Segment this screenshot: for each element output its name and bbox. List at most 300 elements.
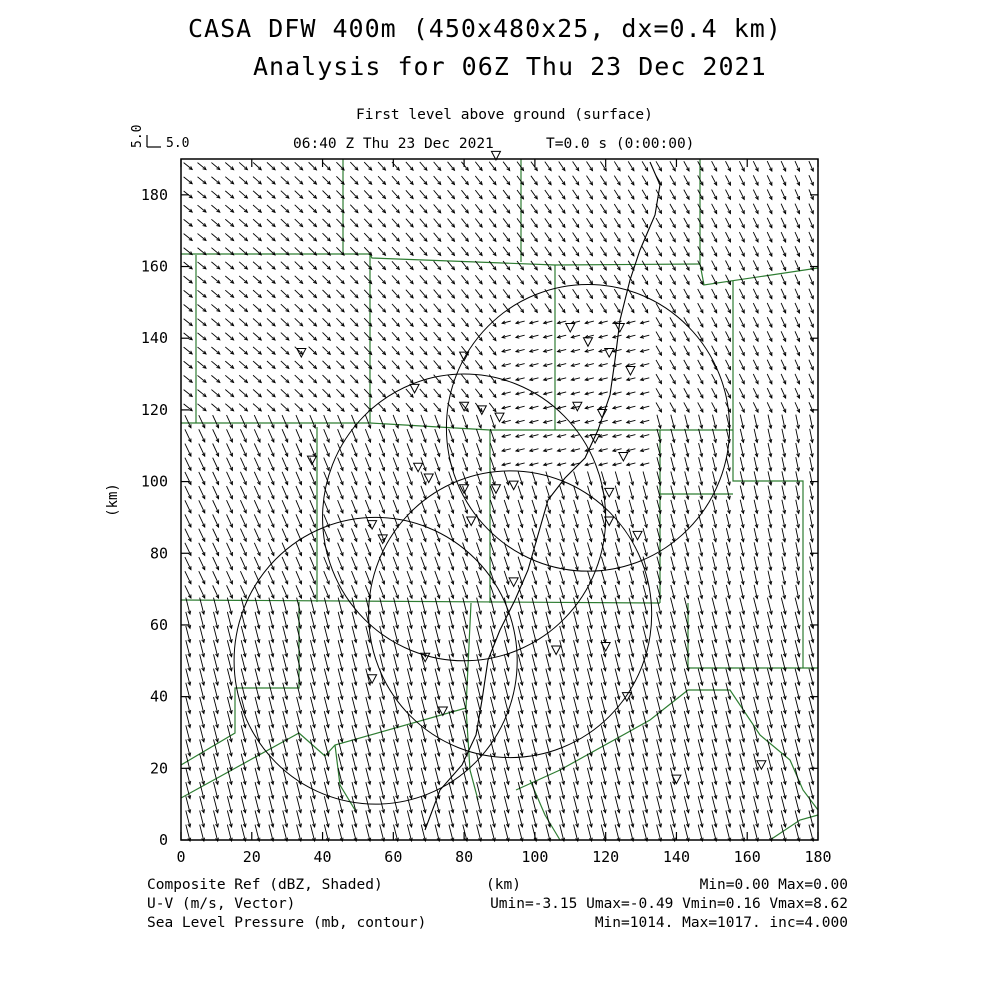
wind-vector (586, 176, 592, 185)
wind-vector (588, 472, 593, 485)
wind-vector (795, 204, 800, 214)
wind-vector (435, 585, 440, 598)
wind-vector (656, 232, 662, 242)
wind-vector (627, 449, 636, 452)
wind-vector (767, 346, 772, 356)
wind-vector (310, 472, 316, 485)
wind-vector (309, 403, 317, 411)
wind-vector (585, 378, 594, 381)
wind-vector (253, 276, 261, 283)
wind-vector (336, 318, 344, 326)
wind-vector (753, 346, 758, 356)
wind-vector (296, 557, 302, 570)
wind-vector (795, 189, 800, 199)
wind-vector (338, 500, 344, 513)
wind-vector (268, 472, 274, 485)
wind-vector (338, 571, 344, 584)
wind-vector (781, 161, 786, 171)
wind-vector (254, 443, 260, 456)
wind-vector (629, 500, 633, 513)
wind-vector (586, 303, 592, 312)
field2-stats: Umin=-3.15 Umax=-0.49 Vmin=0.16 Vmax=8.62 (490, 896, 848, 912)
wind-vector (656, 261, 662, 271)
wind-vector (211, 333, 219, 340)
wind-vector (227, 543, 233, 556)
wind-vector (267, 333, 275, 340)
wind-vector (740, 457, 744, 471)
wind-vector (310, 500, 316, 513)
wind-vector (685, 514, 689, 528)
wind-vector (225, 375, 233, 382)
wind-vector (574, 571, 579, 584)
wind-vector (571, 420, 580, 423)
wind-vector (254, 472, 260, 485)
wind-vector (670, 374, 675, 384)
wind-vector (504, 528, 509, 541)
wind-vector (671, 415, 675, 429)
wind-vector (393, 443, 398, 456)
wind-vector (684, 204, 689, 214)
wind-vector (517, 204, 524, 213)
wind-vector (253, 162, 261, 169)
wind-vector (516, 364, 525, 367)
x-tick-label: 180 (804, 848, 832, 866)
wind-vector (699, 415, 703, 429)
wind-vector (185, 429, 191, 442)
wind-vector (379, 472, 384, 485)
wind-vector (544, 392, 553, 395)
wind-vector (406, 304, 413, 312)
wind-vector (767, 189, 772, 199)
wind-vector (725, 275, 730, 285)
station-marker (495, 413, 504, 422)
wind-vector (281, 375, 289, 383)
wind-vector (282, 514, 288, 527)
wind-vector (392, 247, 399, 255)
wind-vector (599, 463, 608, 466)
wind-vector (559, 275, 565, 284)
wind-vector (810, 528, 814, 542)
wind-vector (420, 361, 427, 369)
plot-frame (181, 159, 818, 840)
wind-vector (546, 542, 551, 555)
wind-vector (559, 247, 565, 256)
wind-vector (768, 415, 772, 429)
wind-vector (489, 332, 496, 341)
wind-vector (490, 585, 495, 598)
wind-vector (504, 514, 509, 527)
wind-vector (530, 420, 539, 423)
wind-vector (587, 598, 592, 614)
wind-vector (698, 388, 703, 398)
station-marker (566, 323, 575, 332)
wind-vector (392, 261, 399, 269)
wind-vector (227, 500, 233, 513)
wind-vector (545, 247, 551, 256)
wind-vector (295, 389, 303, 397)
wind-vector (323, 290, 331, 298)
wind-vector (613, 435, 622, 438)
wind-vector (434, 233, 441, 241)
wind-vector (559, 204, 565, 213)
wind-vector (809, 275, 813, 285)
wind-vector (504, 472, 509, 485)
wind-vector (559, 289, 565, 298)
wind-vector (768, 571, 772, 585)
wind-vector (461, 304, 468, 313)
county-line (530, 780, 560, 840)
wind-vector (502, 435, 511, 438)
wind-vector (227, 514, 233, 527)
wind-vector (461, 261, 468, 270)
wind-vector (282, 500, 288, 513)
wind-vector (627, 463, 636, 466)
wind-vector (351, 486, 356, 499)
wind-vector (448, 176, 455, 184)
wind-vector (670, 388, 675, 398)
wind-vector (323, 375, 331, 383)
wind-vector (601, 585, 606, 598)
wind-vector (557, 406, 566, 409)
wind-vector (503, 176, 510, 185)
wind-vector (240, 429, 246, 442)
wind-vector (530, 335, 539, 338)
wind-vector (725, 374, 730, 384)
wind-vector (184, 347, 193, 354)
wind-vector (670, 190, 675, 200)
wind-vector (753, 388, 758, 398)
wind-vector (518, 486, 523, 499)
range-ring (369, 471, 652, 758)
wind-vector (420, 332, 427, 340)
wind-vector (448, 346, 455, 354)
wind-vector (310, 486, 316, 499)
wind-vector (809, 345, 813, 355)
wind-vector (268, 571, 274, 584)
wind-vector (350, 318, 358, 326)
wind-vector (627, 335, 636, 338)
station-marker (552, 646, 561, 655)
wind-vector (725, 346, 730, 356)
wind-vector (225, 163, 233, 170)
wind-vector (434, 162, 441, 170)
wind-vector (420, 204, 427, 212)
wind-vector (574, 514, 579, 527)
wind-vector (448, 204, 455, 212)
y-tick-label: 140 (140, 329, 168, 348)
wind-vector (613, 463, 622, 466)
wind-vector (351, 585, 356, 598)
wind-vector (753, 374, 758, 384)
wind-vector (421, 543, 426, 556)
wind-vector (254, 543, 260, 556)
wind-vector (754, 557, 758, 571)
wind-vector (324, 571, 330, 584)
wind-vector (239, 389, 247, 396)
wind-vector (490, 429, 495, 442)
wind-vector (420, 190, 427, 198)
wind-vector (393, 557, 398, 570)
wind-vector (449, 571, 454, 584)
wind-vector (406, 190, 413, 198)
wind-vector (213, 543, 219, 556)
wind-vector (421, 557, 426, 570)
wind-vector (239, 205, 247, 212)
wind-vector (225, 404, 233, 411)
wind-vector (213, 557, 219, 570)
wind-vector (295, 205, 303, 213)
wind-vector (767, 388, 772, 398)
wind-vector (586, 161, 592, 170)
wind-vector (546, 598, 551, 614)
wind-vector (434, 361, 441, 369)
wind-vector (240, 486, 246, 499)
wind-vector (267, 375, 275, 382)
wind-vector (670, 360, 675, 370)
wind-vector (698, 402, 703, 412)
wind-vector (781, 260, 786, 270)
wind-vector (628, 303, 634, 312)
wind-vector (571, 364, 580, 367)
wind-vector (600, 218, 606, 227)
wind-vector (684, 332, 689, 342)
wind-vector (421, 528, 426, 541)
wind-vector (712, 360, 717, 370)
wind-vector (739, 161, 744, 171)
wind-vector (571, 449, 580, 452)
wind-vector (740, 500, 744, 514)
wind-vector (378, 332, 385, 340)
wind-vector (476, 486, 481, 499)
wind-vector (253, 191, 261, 198)
wind-vector (516, 392, 525, 395)
wind-vector (699, 471, 703, 485)
wind-vector (641, 364, 650, 367)
wind-vector (282, 557, 288, 570)
wind-vector (253, 304, 261, 311)
wind-vector (754, 598, 759, 614)
wind-vector (281, 389, 289, 397)
wind-vector (448, 290, 455, 298)
wind-vector (463, 457, 468, 470)
wind-vector (253, 347, 261, 354)
wind-vector (420, 304, 427, 312)
wind-vector (295, 276, 303, 284)
wind-vector (795, 303, 800, 313)
county-line (555, 264, 700, 265)
wind-vector (461, 275, 468, 284)
wind-vector (600, 275, 606, 284)
wind-vector (392, 276, 399, 284)
wind-vector (796, 457, 800, 471)
wind-vector (560, 585, 565, 598)
wind-vector (712, 204, 717, 214)
wind-vector (698, 317, 703, 327)
wind-vector (753, 190, 758, 200)
wind-vector (656, 360, 662, 370)
wind-vector (740, 542, 744, 556)
wind-vector (642, 190, 648, 199)
wind-vector (810, 486, 814, 500)
wind-vector (531, 190, 537, 199)
wind-vector (336, 347, 344, 355)
wind-vector (601, 471, 606, 484)
wind-vector (795, 161, 800, 171)
wind-vector (740, 571, 744, 585)
wind-vector (351, 472, 356, 485)
wind-vector (670, 204, 675, 214)
wind-vector (378, 318, 385, 326)
wind-vector (421, 571, 426, 584)
wind-vector (684, 346, 689, 356)
wind-vector (407, 585, 412, 598)
wind-vector (699, 585, 703, 599)
wind-vector (545, 190, 551, 199)
wind-vector (753, 402, 758, 412)
wind-vector (601, 571, 606, 584)
x-tick-label: 40 (313, 848, 332, 866)
wind-vector (586, 261, 592, 270)
wind-vector (420, 261, 427, 269)
wind-vector (461, 190, 468, 199)
wind-vector (712, 275, 717, 285)
wind-vector (378, 219, 385, 227)
wind-vector (643, 585, 647, 599)
wind-vector (213, 585, 219, 598)
wind-vector (809, 218, 813, 228)
wind-vector (268, 429, 274, 442)
wind-vector (796, 500, 800, 514)
wind-vector (406, 261, 413, 269)
wind-vector (656, 332, 662, 342)
wind-vector (810, 457, 814, 471)
wind-vector (406, 219, 413, 227)
wind-vector (725, 360, 730, 370)
wind-vector (282, 571, 288, 584)
wind-vector (614, 218, 620, 227)
wind-vector (671, 585, 675, 599)
wind-vector (685, 429, 689, 443)
wind-vector (267, 404, 275, 411)
wind-vector (753, 260, 758, 270)
wind-vector (613, 420, 622, 423)
wind-vector (489, 403, 496, 412)
wind-vector (267, 177, 275, 184)
wind-vector (185, 585, 191, 598)
wind-vector (544, 420, 553, 423)
wind-vector (599, 321, 608, 324)
wind-vector (671, 528, 675, 542)
wind-vector (295, 375, 303, 383)
wind-vector (225, 290, 233, 297)
wind-vector (503, 247, 510, 256)
x-tick-label: 20 (242, 848, 261, 866)
wind-vector (324, 415, 330, 428)
wind-vector (559, 176, 565, 185)
wind-vector (336, 403, 344, 411)
wind-vector (573, 289, 579, 298)
wind-vector (809, 175, 813, 185)
wind-vector (530, 364, 539, 367)
wind-vector (213, 472, 219, 485)
wind-vector (557, 449, 566, 452)
wind-vector (767, 175, 772, 185)
wind-vector (310, 415, 316, 428)
wind-vector (281, 162, 289, 170)
wind-vector (365, 458, 370, 471)
wind-vector (406, 176, 413, 184)
wind-vector (198, 177, 207, 184)
wind-vector (476, 500, 481, 513)
wind-vector (546, 472, 551, 485)
wind-vector (365, 500, 370, 513)
wind-vector (227, 529, 233, 542)
wind-vector (254, 585, 260, 598)
wind-vector (199, 472, 205, 485)
wind-vector (379, 500, 384, 513)
wind-vector (185, 444, 191, 457)
wind-vector (407, 571, 412, 584)
wind-vector (393, 415, 398, 428)
wind-vector (435, 500, 440, 513)
wind-vector (380, 598, 385, 614)
wind-vector (323, 176, 331, 184)
wind-vector (309, 176, 317, 184)
wind-vector (629, 542, 633, 555)
wind-vector (740, 585, 744, 599)
wind-vector (435, 457, 440, 470)
wind-vector (393, 543, 398, 556)
wind-vector (338, 528, 344, 541)
wind-vector (767, 246, 772, 256)
wind-vector (712, 317, 717, 327)
wind-vector (545, 275, 551, 284)
wind-vector (282, 472, 288, 485)
wind-vector (795, 317, 800, 327)
wind-vector (461, 162, 468, 171)
wind-vector (560, 486, 565, 499)
wind-vector (571, 335, 580, 338)
wind-vector (253, 361, 261, 368)
wind-vector (560, 571, 565, 584)
wind-vector (240, 472, 246, 485)
wind-vector (338, 429, 344, 442)
wind-vector (642, 161, 648, 170)
wind-vector (240, 585, 246, 598)
wind-vector (240, 529, 246, 542)
wind-vector (642, 246, 648, 255)
wind-vector (516, 463, 525, 466)
wind-vector (795, 175, 800, 185)
wind-vector (435, 472, 440, 485)
wind-vector (463, 514, 468, 527)
wind-vector (545, 233, 551, 242)
wind-vector (281, 347, 289, 355)
wind-vector (199, 514, 205, 527)
wind-vector (796, 571, 800, 585)
wind-vector (810, 471, 814, 485)
wind-vector (627, 420, 636, 423)
wind-vector (670, 218, 675, 228)
wind-vector (254, 500, 260, 513)
wind-vector (489, 346, 496, 355)
wind-vector (295, 361, 303, 369)
wind-vector (782, 443, 786, 457)
wind-vector (585, 406, 594, 409)
wind-vector (394, 598, 399, 614)
wind-vector (574, 500, 579, 513)
wind-vector (754, 585, 758, 599)
